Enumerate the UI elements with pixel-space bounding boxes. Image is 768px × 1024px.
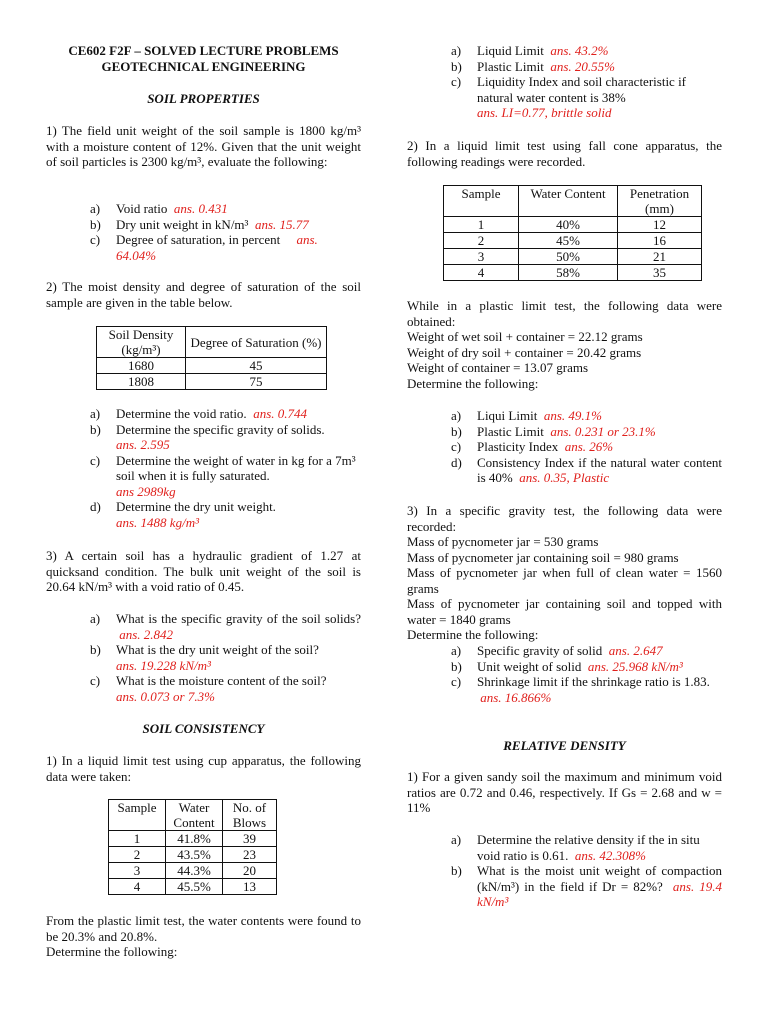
answer-text: ans. 2.595 [116, 437, 170, 452]
answer-text: ans. 20.55% [550, 58, 615, 74]
table-header: Water Content [166, 800, 223, 831]
answer-text: ans. 2.842 [119, 626, 174, 642]
text-line: Weight of dry soil + container = 20.42 grams [407, 344, 642, 360]
problem-sc2-statement: 2) In a liquid limit test using fall cone apparatus, the following readings were recorded. [407, 138, 722, 169]
text-line: Determine the following: [407, 627, 539, 642]
list-item: c) Degree of saturation, in percent ans. 64.04% [90, 232, 318, 263]
text-line: Mass of pycnometer jar = 530 grams [407, 534, 599, 549]
answer-text: ans. 1488 kg/m³ [116, 514, 199, 530]
soil-density-table [96, 326, 327, 390]
table-row: 3 50% 21 [444, 249, 702, 265]
table-row: 4 45.5% 13 [109, 879, 277, 895]
problem-rd1-items [451, 832, 722, 910]
text-line: Mass of pycnometer jar containing soil and topped with water = 1840 grams [407, 596, 722, 627]
answer-text: ans. 43.2% [550, 43, 609, 58]
problem-sc3-data [407, 534, 722, 643]
answer-text: ans. 0.35, Plastic [519, 470, 610, 485]
list-item: b) What is the moist unit weight of compaction (kN/m³) in the field if Dr = 82%? ans. 19.4 kN/m³ [451, 863, 723, 909]
answer-text: ans. 2.647 [608, 643, 663, 658]
problem-sp2-statement: 2) The moist density and degree of saturation of the soil sample are given in the table below. [46, 279, 361, 310]
table-header: Degree of Saturation (%) [186, 327, 327, 358]
list-item: b) Determine the specific gravity of solids. ans. 2.595 [90, 421, 325, 452]
table-header: Sample [444, 186, 519, 217]
problem-sp2-items [90, 406, 361, 530]
table-row: 1680 45 [97, 358, 327, 374]
text-line: While in a plastic limit test, the following data were obtained: [407, 298, 722, 329]
answer-text: ans. 15.77 [254, 216, 309, 232]
table-row: 2 45% 16 [444, 233, 702, 249]
table-row: 1808 75 [97, 374, 327, 390]
answer-text: ans. LI=0.77, brittle solid [477, 105, 612, 120]
list-item: b) What is the dry unit weight of the soil? ans. 19.228 kN/m³ [90, 642, 319, 673]
list-item: a) Determine the relative density if the in situ void ratio is 0.61. ans. 42.308% [451, 832, 700, 863]
table-header: Water Content [519, 186, 618, 217]
problem-sc1-statement: 1) In a liquid limit test using cup apparatus, the following data were taken: [46, 753, 361, 784]
problem-sc1-items [451, 43, 722, 121]
list-item: a) Specific gravity of solid ans. 2.647 [451, 643, 663, 658]
table-row: 4 58% 35 [444, 265, 702, 281]
list-item: d) Consistency Index if the natural water content is 40% ans. 0.35, Plastic [451, 454, 722, 485]
answer-text: ans. 42.308% [574, 847, 646, 863]
answer-text: ans. 0.744 [253, 406, 307, 421]
table-row: 3 44.3% 20 [109, 863, 277, 879]
list-item: b) Plastic Limit ans. 20.55% [451, 58, 615, 74]
answer-text: ans. 64.04% [116, 232, 318, 263]
text-line: Weight of wet soil + container = 22.12 grams [407, 329, 643, 344]
document-subtitle: GEOTECHNICAL ENGINEERING [101, 59, 306, 74]
list-item: a) What is the specific gravity of the soil solids? ans. 2.842 [90, 611, 361, 642]
document-title: CE602 F2F – SOLVED LECTURE PROBLEMS [68, 43, 339, 58]
problem-rd1-statement: 1) For a given sandy soil the maximum and minimum void ratios are 0.72 and 0.46, respectively. If Gs = 2.68 and w = 11% [407, 769, 722, 815]
answer-text: ans. 0.231 or 23.1% [550, 423, 656, 439]
problem-sp3-statement: 3) A certain soil has a hydraulic gradient of 1.27 at quicksand condition. The bulk unit weight of the soil is 20.64 kN/m³ with a void ratio of 0.45. [46, 548, 361, 594]
list-item: a) Liqui Limit ans. 49.1% [451, 408, 602, 423]
list-item: a) Determine the void ratio. ans. 0.744 [90, 406, 307, 421]
list-item: b) Dry unit weight in kN/m³ ans. 15.77 [90, 216, 309, 232]
list-item: b) Unit weight of solid ans. 25.968 kN/m³ [451, 658, 683, 674]
table-header: Sample [109, 800, 166, 831]
list-item: d) Determine the dry unit weight. ans. 1488 kg/m³ [90, 499, 276, 530]
text-line: Mass of pycnometer jar containing soil = 980 grams [407, 549, 679, 565]
list-item: c) Plasticity Index ans. 26% [451, 439, 614, 454]
list-item: c) Determine the weight of water in kg for a 7m³ soil when it is fully saturated. ans 2989kg [90, 452, 356, 499]
answer-text: ans. 16.866% [480, 689, 552, 705]
text-line: Determine the following: [407, 375, 539, 391]
list-item: b) Plastic Limit ans. 0.231 or 23.1% [451, 423, 656, 439]
problem-sc1-plastic-limit-text: From the plastic limit test, the water contents were found to be 20.3% and 20.8%. [46, 913, 361, 944]
problem-sc2-items [451, 408, 722, 486]
section-heading-soil-consistency: SOIL CONSISTENCY [142, 721, 265, 736]
problem-sc3-items [451, 643, 722, 705]
problem-sc3-statement: 3) In a specific gravity test, the following data were recorded: [407, 503, 722, 534]
problem-sc2-plastic-limit-data [407, 298, 722, 391]
answer-text: ans. 19.4 kN/m³ [477, 878, 723, 909]
table-header: Soil Density (kg/m³) [97, 327, 186, 358]
list-item: c) What is the moisture content of the soil? ans. 0.073 or 7.3% [90, 673, 327, 704]
section-heading-soil-properties: SOIL PROPERTIES [147, 91, 260, 106]
table-header: Penetration (mm) [618, 186, 702, 217]
answer-text: ans 2989kg [116, 483, 176, 499]
problem-sp3-items [90, 611, 361, 704]
section-heading-relative-density: RELATIVE DENSITY [503, 738, 626, 753]
table-row: 1 41.8% 39 [109, 831, 277, 847]
table-header: No. of Blows [223, 800, 277, 831]
answer-text: ans. 26% [564, 439, 614, 454]
answer-text: ans. 0.431 [173, 201, 228, 216]
answer-text: ans. 19.228 kN/m³ [116, 657, 211, 673]
fall-cone-table [443, 185, 702, 281]
answer-text: ans. 25.968 kN/m³ [587, 658, 683, 674]
answer-text: ans. 49.1% [543, 408, 602, 423]
problem-sp1-items [90, 201, 361, 263]
answer-text: ans. 0.073 or 7.3% [116, 688, 215, 704]
table-row: 2 43.5% 23 [109, 847, 277, 863]
text-line: Mass of pycnometer jar when full of clean water = 1560 grams [407, 565, 722, 596]
table-row: 1 40% 12 [444, 217, 702, 233]
list-item: a) Liquid Limit ans. 43.2% [451, 43, 609, 58]
problem-sp1-statement: 1) The field unit weight of the soil sample is 1800 kg/m³ with a moisture content of 12%. Given that the unit weight of soil particles is 2300 kg/m³, evaluate the following: [46, 123, 361, 169]
text-line: Weight of container = 13.07 grams [407, 360, 589, 375]
list-item: c) Liquidity Index and soil characteristic if natural water content is 38% ans. LI=0.77, brittle solid [451, 74, 687, 120]
list-item: a) Void ratio ans. 0.431 [90, 201, 228, 216]
list-item: c) Shrinkage limit if the shrinkage ratio is 1.83. ans. 16.866% [451, 674, 710, 705]
cup-liquid-limit-table [108, 799, 277, 895]
problem-sc1-determine-text: Determine the following: [46, 944, 178, 959]
